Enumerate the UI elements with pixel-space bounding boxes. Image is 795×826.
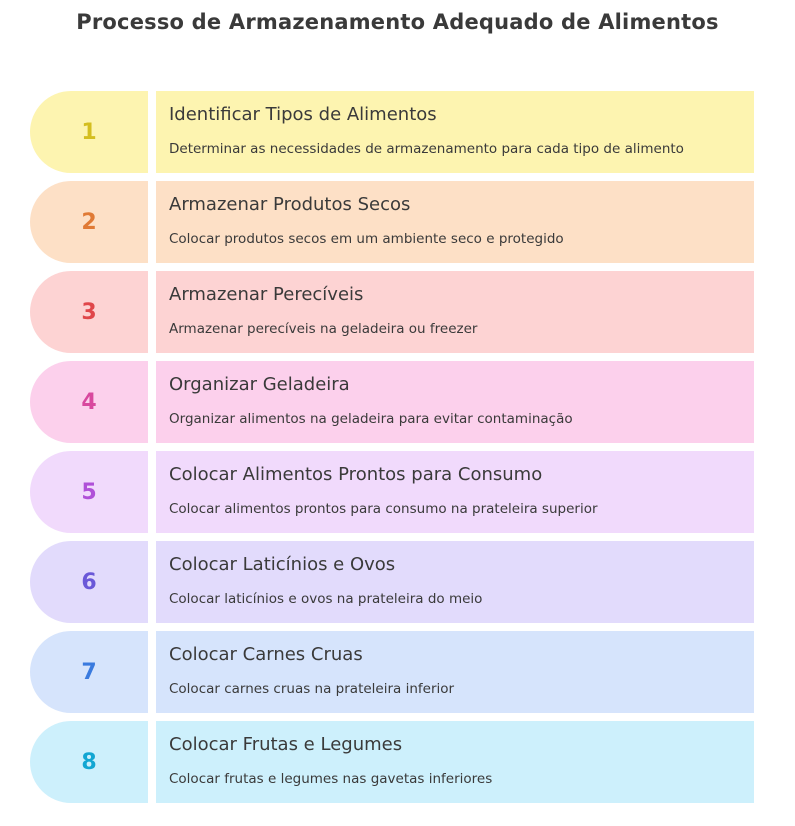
step-content: [156, 451, 754, 533]
step-3: [30, 271, 754, 353]
diagram-title: Processo de Armazenamento Adequado de Alimentos: [76, 10, 719, 34]
step-number-badge: 7: [30, 631, 148, 713]
step-number-badge: 1: [30, 91, 148, 173]
step-description: Armazenar perecíveis na geladeira ou freezer: [169, 321, 478, 337]
step-number-badge: 2: [30, 181, 148, 263]
step-title: Colocar Frutas e Legumes: [169, 734, 403, 755]
step-content: [156, 721, 754, 803]
step-7: [30, 631, 754, 713]
step-2: [30, 181, 754, 263]
step-8: [30, 721, 754, 803]
step-title: Colocar Carnes Cruas: [169, 644, 363, 665]
step-number-badge: 5: [30, 451, 148, 533]
step-content: [156, 541, 754, 623]
step-4: [30, 361, 754, 443]
step-title: Colocar Alimentos Prontos para Consumo: [169, 464, 543, 485]
step-description: Determinar as necessidades de armazenamento para cada tipo de alimento: [169, 141, 684, 157]
step-number-badge: 3: [30, 271, 148, 353]
step-title: Organizar Geladeira: [169, 374, 350, 395]
step-description: Colocar laticínios e ovos na prateleira do meio: [169, 591, 483, 607]
step-description: Colocar frutas e legumes nas gavetas inferiores: [169, 771, 493, 787]
step-content: [156, 181, 754, 263]
step-6: [30, 541, 754, 623]
step-content: [156, 631, 754, 713]
step-5: [30, 451, 754, 533]
step-content: [156, 271, 754, 353]
step-number-badge: 6: [30, 541, 148, 623]
step-title: Armazenar Produtos Secos: [169, 194, 411, 215]
step-1: [30, 91, 754, 173]
step-title: Colocar Laticínios e Ovos: [169, 554, 396, 575]
step-number-badge: 8: [30, 721, 148, 803]
step-description: Colocar alimentos prontos para consumo na prateleira superior: [169, 501, 598, 517]
step-content: [156, 91, 754, 173]
step-description: Colocar carnes cruas na prateleira inferior: [169, 681, 455, 697]
step-title: Identificar Tipos de Alimentos: [169, 104, 437, 125]
step-number-badge: 4: [30, 361, 148, 443]
step-description: Organizar alimentos na geladeira para evitar contaminação: [169, 411, 573, 427]
step-title: Armazenar Perecíveis: [169, 284, 364, 305]
step-description: Colocar produtos secos em um ambiente seco e protegido: [169, 231, 564, 247]
step-content: [156, 361, 754, 443]
